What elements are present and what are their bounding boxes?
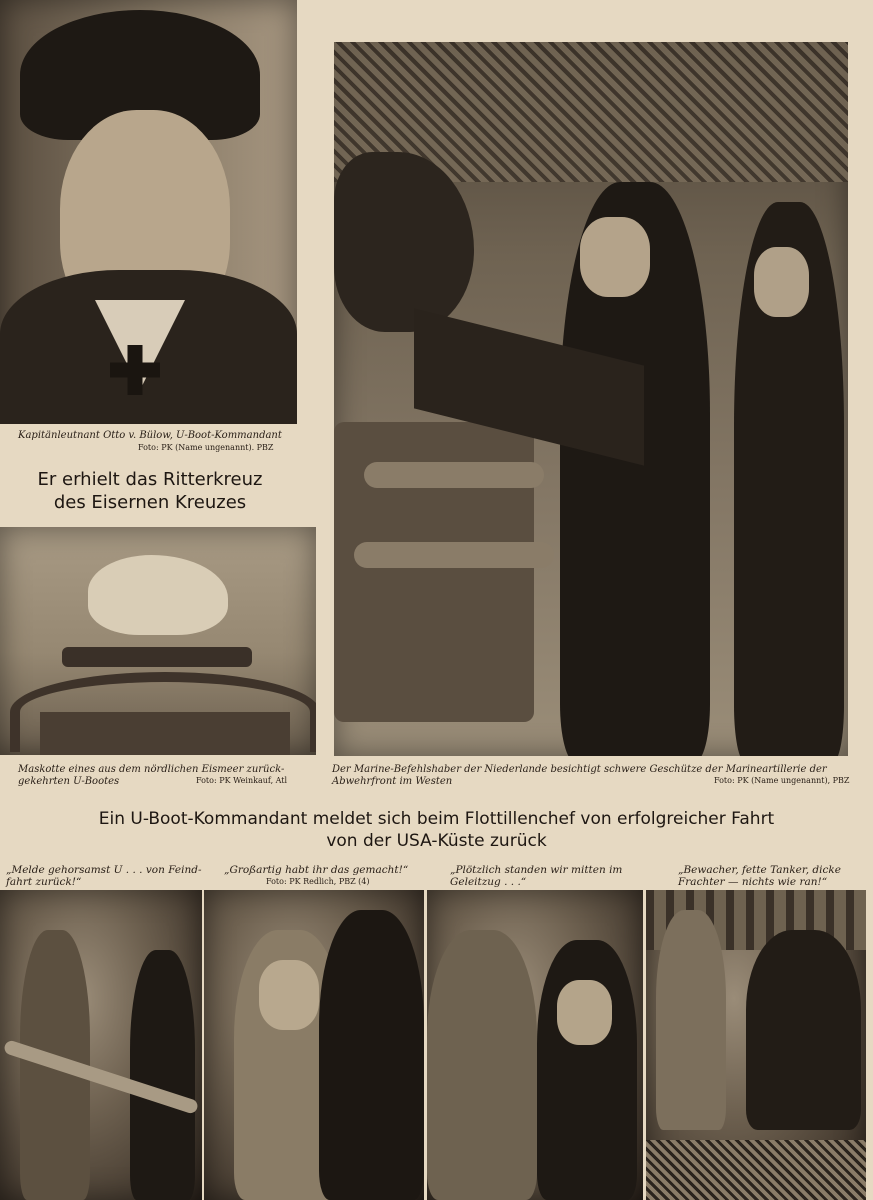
portrait-credit: Foto: PK (Name ungenannt). PBZ [138, 443, 274, 452]
quote-1-line1: „Melde gehorsamst U . . . von Feind- [6, 864, 202, 876]
portrait-caption [18, 430, 298, 454]
quote-1-line2: fahrt zurück!“ [6, 876, 82, 888]
inspection-caption-line1: Der Marine-Befehlshaber der Niederlande besichtigt schwere Geschütze der Marineartillerie der [332, 764, 827, 775]
quote-2 [224, 864, 424, 888]
award-headline [0, 468, 300, 514]
quote-4-line2: Frachter — nichts wie ran!“ [678, 876, 828, 888]
inspection-credit: Foto: PK (Name ungenannt), PBZ [714, 776, 850, 785]
quote-2-credit: Foto: PK Redlich, PBZ (4) [266, 877, 370, 886]
inspection-photo [334, 42, 848, 756]
quote-4-line1: „Bewacher, fette Tanker, dicke [678, 864, 841, 876]
quote-3-line2: Geleitzug . . .“ [450, 876, 527, 888]
portrait-photo [0, 0, 297, 424]
award-headline-line1: Er erhielt das Ritterkreuz [37, 469, 263, 490]
main-headline-line1: Ein U-Boot-Kommandant meldet sich beim Flottillenchef von erfolgreicher Fahrt [98, 809, 775, 829]
mascot-photo [0, 527, 316, 755]
quote-3-line1: „Plötzlich standen wir mitten im [450, 864, 623, 876]
quote-1 [6, 864, 206, 888]
mascot-credit: Foto: PK Weinkauf, Atl [196, 776, 288, 785]
strip-photo-2 [204, 890, 424, 1200]
award-headline-line2: des Eisernen Kreuzes [53, 492, 247, 513]
quote-2-line1: „Großartig habt ihr das gemacht!“ [224, 864, 409, 876]
inspection-caption-line2: Abwehrfront im Westen [332, 776, 453, 787]
main-headline-line2: von der USA-Küste zurück [326, 831, 547, 851]
main-headline [0, 808, 873, 852]
strip-photo-1 [0, 890, 202, 1200]
mascot-caption-line1: Maskotte eines aus dem nördlichen Eismeer zurück- [18, 764, 285, 775]
portrait-caption-text: Kapitänleutnant Otto v. Bülow, U-Boot-Kommandant [18, 430, 282, 441]
strip-photo-4 [646, 890, 866, 1200]
quote-3 [450, 864, 650, 888]
mascot-caption-line2: gekehrten U-Bootes [18, 776, 120, 787]
quote-4 [678, 864, 873, 888]
strip-photo-3 [427, 890, 643, 1200]
